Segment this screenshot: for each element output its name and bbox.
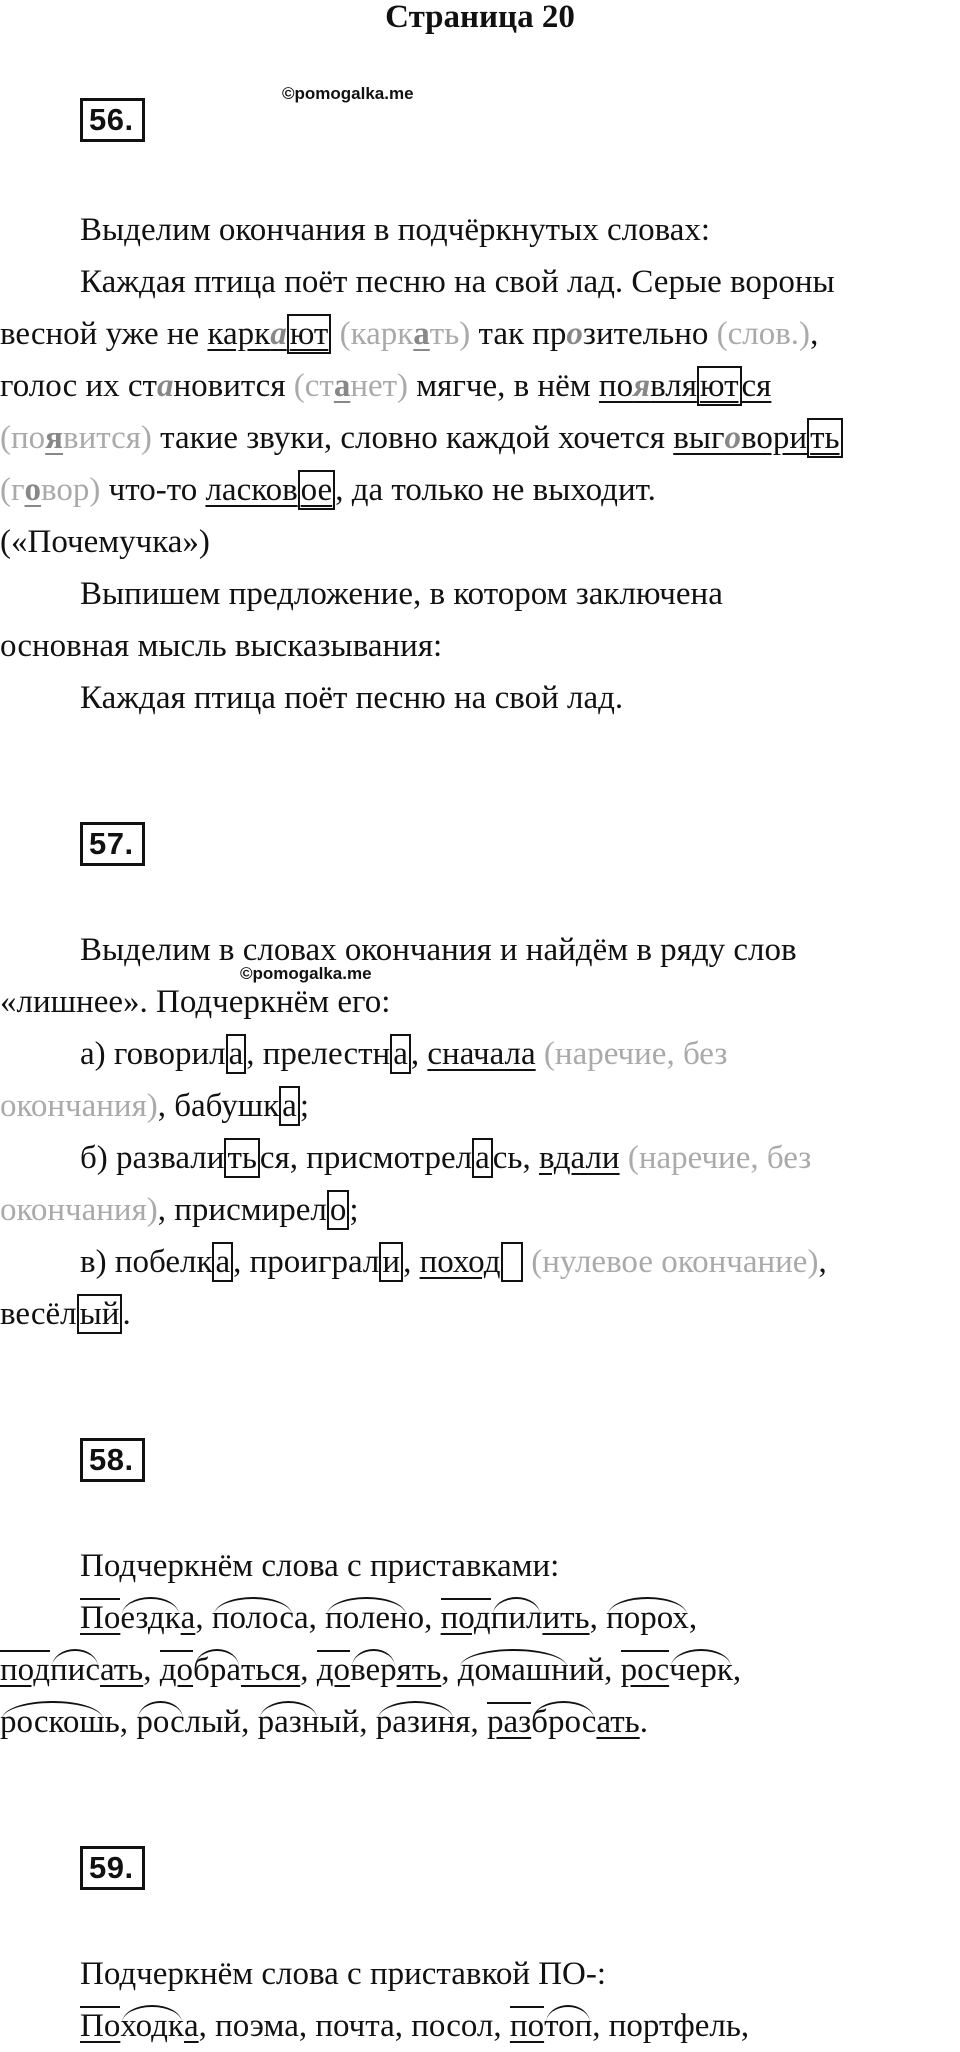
paragraph-line: (появится) такие звуки, словно каждой хочется выговорить	[0, 413, 843, 464]
list-item: окончания), присмирело;	[0, 1192, 359, 1228]
paragraph-line: голос их становится (станет) мягче, в нём появляются	[0, 368, 772, 404]
list-item: в) побелка, проиграли, поход (нулевое окончание),	[80, 1244, 827, 1280]
word-list-line: Походка, поэма, почта, посол, потоп, портфель,	[80, 2001, 749, 2052]
exercise-intro: Подчеркнём слова с приставками:	[80, 1548, 560, 1584]
exercise-number: 59.	[80, 1846, 145, 1890]
word-list-line: роскошь, рослый, разный, разиня, разбросать.	[0, 1697, 648, 1748]
list-item: весёлый.	[0, 1296, 131, 1332]
watermark: ©pomogalka.me	[240, 964, 372, 983]
list-item: а) говорила, прелестна, сначала (наречие, без	[80, 1036, 728, 1072]
word-list-line: Поездка, полоса, полено, подпилить, порох,	[80, 1593, 697, 1644]
paragraph-line: Выпишем предложение, в котором заключена	[80, 576, 723, 612]
exercise-intro: «лишнее». Подчеркнём его:	[0, 984, 391, 1020]
list-item: б) развалиться, присмотрелась, вдали (наречие, без	[80, 1140, 812, 1176]
exercise-intro: Подчеркнём слова с приставкой ПО-:	[80, 1956, 607, 1992]
exercise-intro: Выделим окончания в подчёркнутых словах:	[80, 212, 711, 248]
page-title: Страница 20	[385, 0, 575, 35]
quote-source: («Почемучка»)	[0, 524, 210, 560]
list-item: окончания), бабушка;	[0, 1088, 309, 1124]
watermark: ©pomogalka.me	[282, 84, 414, 103]
paragraph-line: весной уже не каркают (каркать) так прозительно (слов.),	[0, 316, 819, 352]
word-list-line: подписать, добраться, доверять, домашний, росчерк,	[0, 1645, 741, 1696]
exercise-number: 57.	[80, 822, 145, 866]
paragraph-line: основная мысль высказывания:	[0, 628, 443, 664]
exercise-intro: Выделим в словах окончания и найдём в ряду слов	[80, 932, 797, 968]
exercise-number: 56.	[80, 98, 145, 142]
paragraph-line: (говор) что-то ласковое, да только не выходит.	[0, 472, 656, 508]
exercise-number: 58.	[80, 1438, 145, 1482]
answer-line: Каждая птица поёт песню на свой лад.	[80, 680, 624, 716]
paragraph-line: Каждая птица поёт песню на свой лад. Серые вороны	[80, 264, 835, 300]
